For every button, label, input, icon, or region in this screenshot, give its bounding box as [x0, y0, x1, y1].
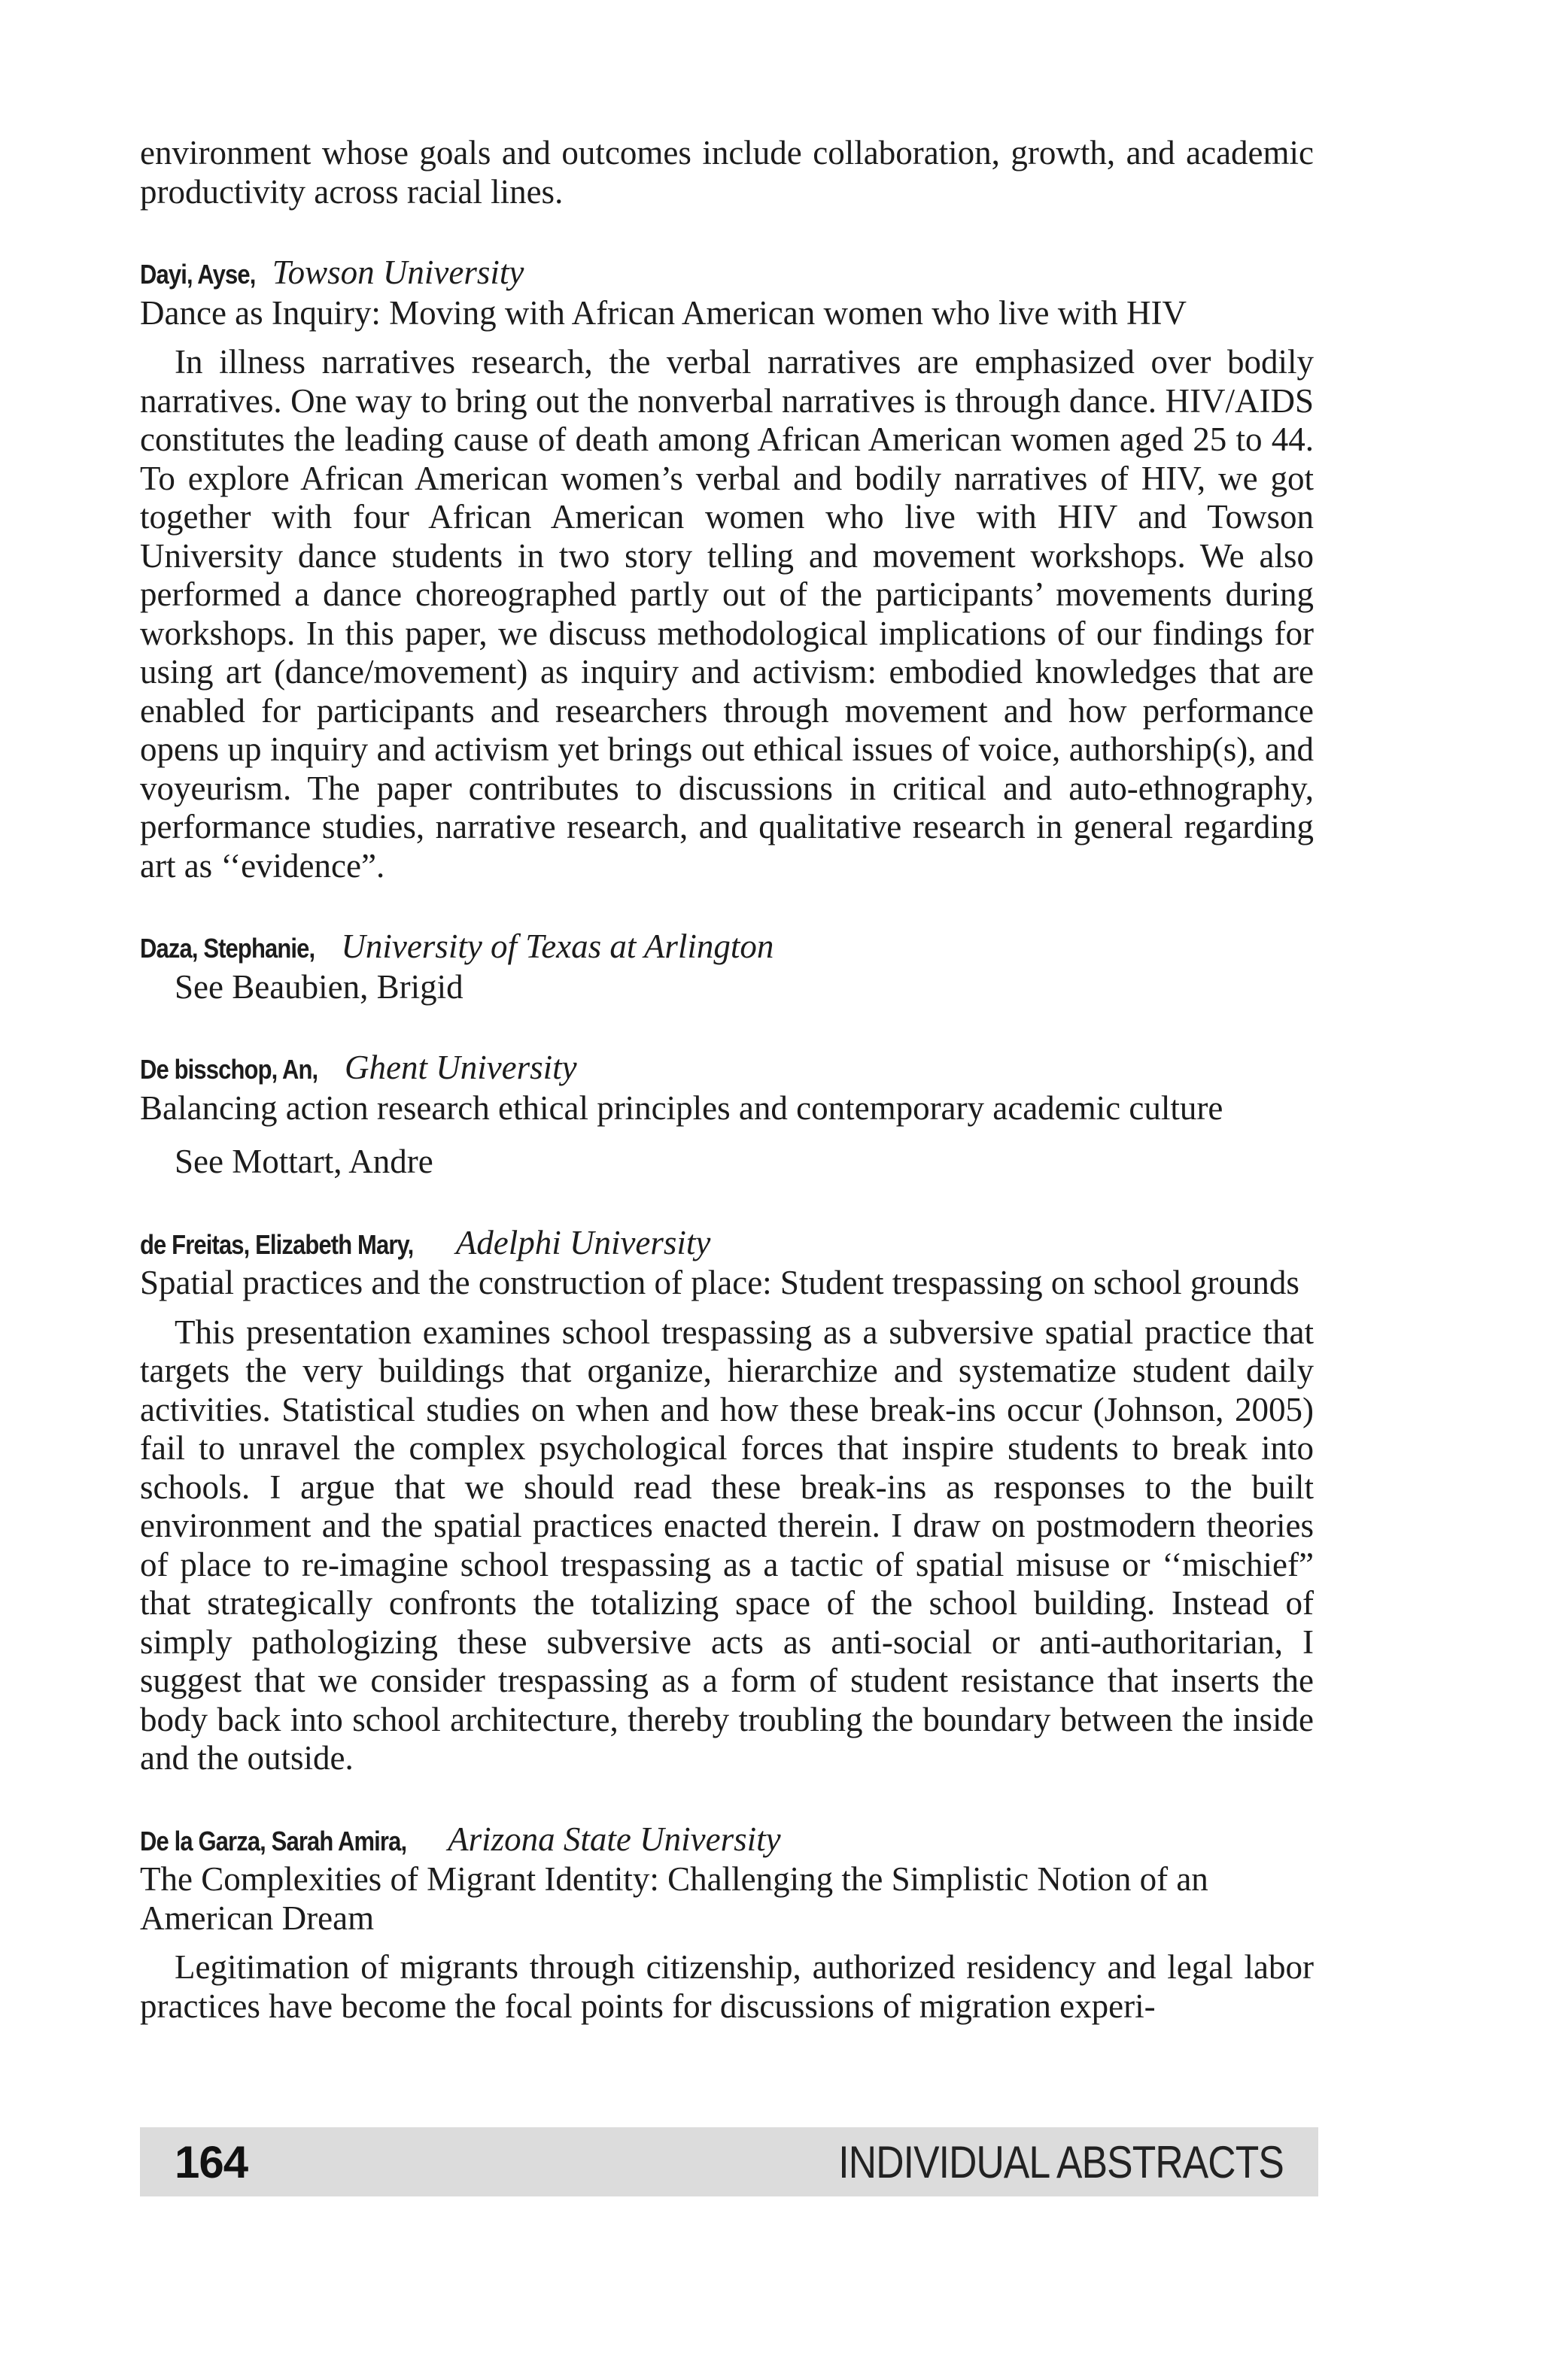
abstract-body: This presentation examines school trespassing as a subversive spatial practice that targets the very buildings that organize, hierarchize and systematize student daily activities. Statistical studies on when and how these break-ins occur (Johnson, 2005) fail to unravel the complex psychological forces that inspire students to break into schools. I argue that we should read these break-ins as responses to the built environment and the spatial practices enacted therein. I draw on postmodern theories of place to re-imagine school trespassing as a tactic of spatial misuse or ‘‘mischief” that strategically confronts the totalizing space of the school building. Instead of simply pathologizing these subversive acts as anti-social or anti-authoritarian, I suggest that we consider trespassing as a form of student resistance that inserts the body back into school architecture, thereby troubling the boundary between the inside and the outside.	[140, 1313, 1314, 1777]
see-reference: See Mottart, Andre	[175, 1143, 433, 1180]
author-name: de Freitas, Elizabeth Mary,	[140, 1228, 414, 1260]
abstract-body: In illness narratives research, the verbal narratives are emphasized over bodily narratives. One way to bring out the nonverbal narratives is through dance. HIV/AIDS constitutes the leading cause of death among African American women aged 25 to 44. To explore African American women’s verbal and bodily narratives of HIV, we got together with four African American women who live with HIV and Towson University dance students in two story telling and movement workshops. We also performed a dance choreographed partly out of the participants’ movements during workshops. In this paper, we discuss methodological implications of our findings for using art (dance/movement) as inquiry and activism: embodied knowledges that are enabled for participants and researchers through movement and how performance opens up inquiry and activism yet brings out ethical issues of voice, authorship(s), and voyeurism. The paper contributes to discussions in critical and auto-ethnography, performance studies, narrative research, and qualitative research in general regarding art as ‘‘evidence”.	[140, 343, 1314, 885]
abstract-body: Legitimation of migrants through citizenship, authorized residency and legal labor practices have become the focal points for discussions of migration experi-	[140, 1948, 1314, 2025]
author-name: De la Garza, Sarah Amira,	[140, 1825, 407, 1856]
abstract-entry-de-la-garza	[140, 1820, 1314, 2026]
see-reference: See Beaubien, Brigid	[175, 967, 464, 1006]
author-affiliation: Towson University	[272, 253, 524, 291]
abstract-entry-de-freitas	[140, 1224, 1314, 1778]
page-content	[140, 134, 1314, 2026]
abstract-title: Dance as Inquiry: Moving with African American women who live with HIV	[140, 293, 1187, 332]
author-line	[140, 1049, 1314, 1089]
author-affiliation: Adelphi University	[455, 1223, 711, 1261]
author-line	[140, 253, 1314, 294]
abstract-title: The Complexities of Migrant Identity: Challenging the Simplistic Notion of an American Dream	[140, 1860, 1208, 1937]
abstract-entry-dayi	[140, 253, 1314, 885]
abstract-title: Balancing action research ethical principles and contemporary academic culture	[140, 1088, 1223, 1127]
author-line	[140, 927, 1314, 968]
author-name: De bisschop, An,	[140, 1054, 318, 1085]
page-number: 164	[175, 2136, 248, 2187]
abstract-entry-de-bisschop	[140, 1049, 1314, 1182]
abstract-title: Spatial practices and the construction of place: Student trespassing on school grounds	[140, 1264, 1299, 1301]
author-name: Daza, Stephanie,	[140, 933, 315, 964]
author-affiliation: University of Texas at Arlington	[341, 927, 774, 965]
author-affiliation: Arizona State University	[448, 1820, 781, 1858]
section-title: INDIVIDUAL ABSTRACTS	[838, 2136, 1284, 2187]
continuation-text: environment whose goals and outcomes include collaboration, growth, and academic productivity across racial lines.	[140, 134, 1314, 211]
abstract-entry-daza	[140, 927, 1314, 1006]
author-affiliation: Ghent University	[344, 1049, 577, 1086]
author-name: Dayi, Ayse,	[140, 259, 256, 290]
page-footer	[140, 2127, 1318, 2196]
author-line	[140, 1820, 1314, 1861]
author-line	[140, 1224, 1314, 1264]
